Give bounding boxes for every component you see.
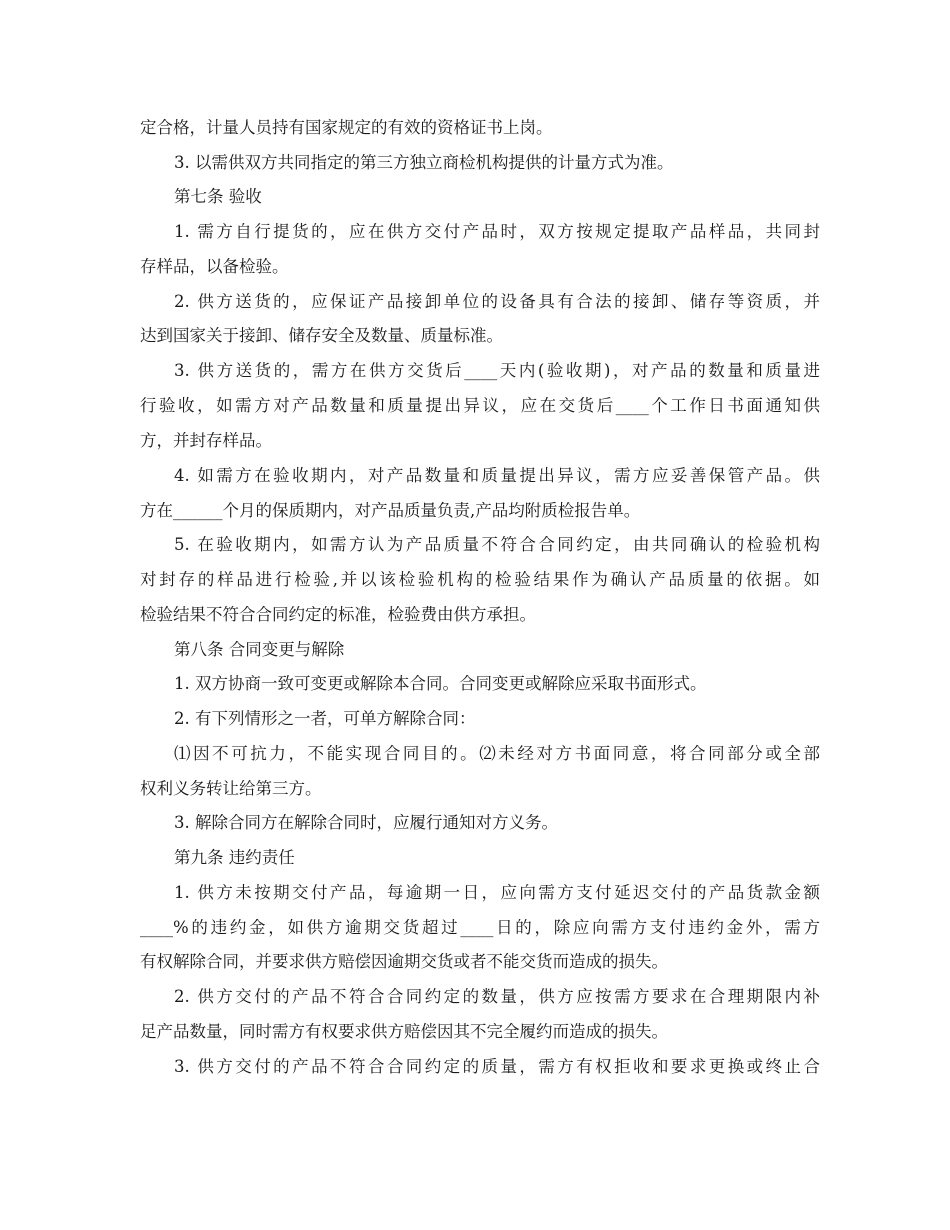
text-line: 2. 供方交付的产品不符合合同约定的数量，供方应按需方要求在合理期限内补 [174,987,820,1006]
text-line: 行验收，如需方对产品数量和质量提出异议，应在交货后____个工作日书面通知供 [140,396,820,415]
text-line: 定合格，计量人员持有国家规定的有效的资格证书上岗。 [140,118,553,137]
text-line: 1. 双方协商一致可变更或解除本合同。合同变更或解除应采取书面形式。 [174,674,707,693]
text-line: 1. 需方自行提货的，应在供方交付产品时，双方按规定提取产品样品，共同封 [174,222,820,241]
text-line: 3. 解除合同方在解除合同时，应履行通知对方义务。 [174,813,558,832]
text-line: 1. 供方未按期交付产品，每逾期一日，应向需方支付延迟交付的产品货款金额 [174,883,820,902]
text-line: 检验结果不符合合同约定的标准，检验费由供方承担。 [140,605,536,624]
section-heading: 第九条 违约责任 [174,848,295,867]
text-line: ____%的违约金，如供方逾期交货超过____日的，除应向需方支付违约金外，需方 [140,918,820,937]
text-line: 3. 供方送货的，需方在供方交货后____天内(验收期)，对产品的数量和质量进 [174,361,820,380]
text-line: 存样品，以备检验。 [140,257,289,276]
section-heading: 第八条 合同变更与解除 [174,640,345,659]
text-line: 对封存的样品进行检验,并以该检验机构的检验结果作为确认产品质量的依据。如 [140,570,820,589]
text-line: 权利义务转让给第三方。 [140,779,322,798]
text-line: 3. 供方交付的产品不符合合同约定的质量，需方有权拒收和要求更换或终止合 [174,1057,820,1076]
text-line: 2. 有下列情形之一者，可单方解除合同： [174,709,476,728]
text-line: 5. 在验收期内，如需方认为产品质量不符合合同约定，由共同确认的检验机构 [174,535,820,554]
text-line: 足产品数量，同时需方有权要求供方赔偿因其不完全履约而造成的损失。 [140,1022,668,1041]
text-line: ⑴因不可抗力，不能实现合同目的。⑵未经对方书面同意，将合同部分或全部 [174,744,820,763]
text-line: 方在______个月的保质期内，对产品质量负责,产品均附质检报告单。 [140,501,641,520]
text-line: 3. 以需供双方共同指定的第三方独立商检机构提供的计量方式为准。 [174,153,674,172]
text-line: 方，并封存样品。 [140,431,272,450]
text-line: 有权解除合同，并要求供方赔偿因逾期交货或者不能交货而造成的损失。 [140,952,668,971]
text-line: 达到国家关于接卸、储存安全及数量、质量标准。 [140,326,503,345]
text-line: 2. 供方送货的，应保证产品接卸单位的设备具有合法的接卸、储存等资质，并 [174,292,820,311]
text-line: 4. 如需方在验收期内，对产品数量和质量提出异议，需方应妥善保管产品。供 [174,466,820,485]
section-heading: 第七条 验收 [174,187,262,206]
